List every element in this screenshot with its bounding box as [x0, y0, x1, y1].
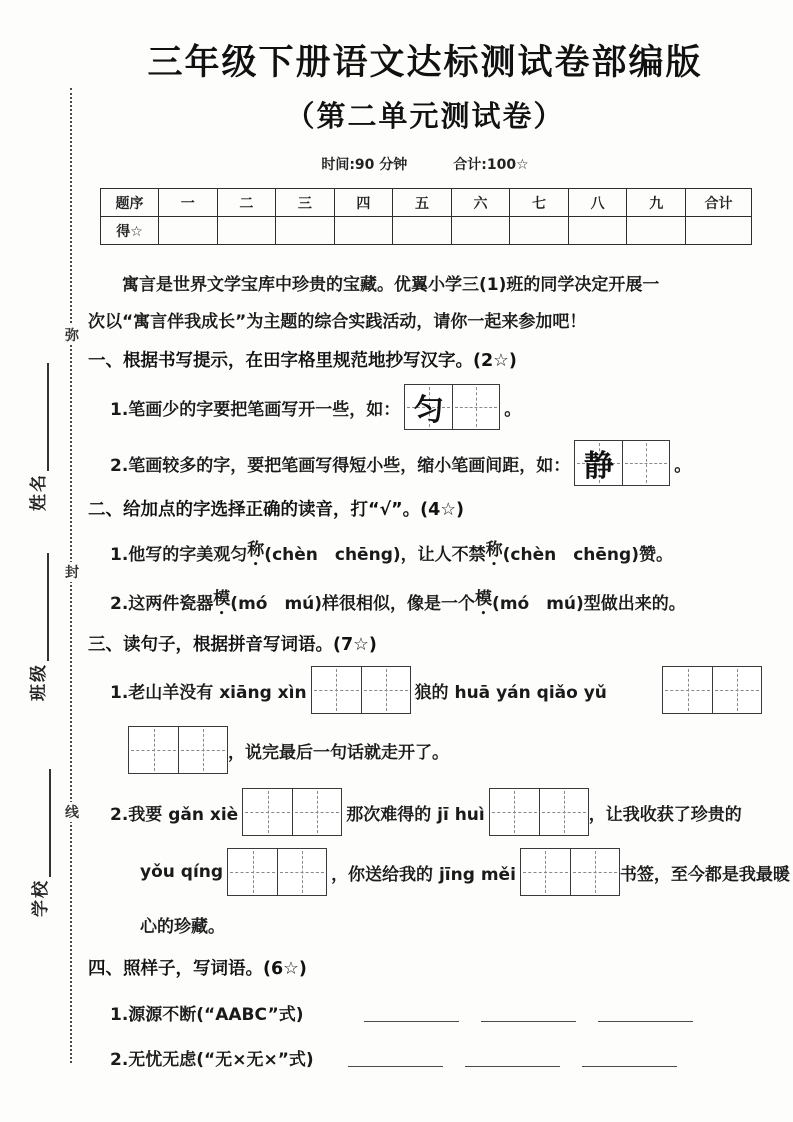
tianzige-cell[interactable] — [243, 789, 292, 835]
tianzige-cell[interactable] — [312, 667, 361, 713]
section2-heading: 二、给加点的字选择正确的读音，打“√”。(4☆) — [88, 500, 465, 520]
score-header-cell: 一 — [159, 189, 218, 217]
main-content — [88, 0, 790, 1070]
section2-item2-text: (mó mú)型做出来的。 — [492, 594, 686, 614]
class-field — [27, 537, 49, 717]
score-cell[interactable] — [393, 217, 452, 245]
score-table-header-row — [101, 189, 752, 217]
answer-blank[interactable] — [348, 1048, 443, 1067]
score-cell[interactable] — [217, 217, 276, 245]
class-label: 班级 — [29, 663, 49, 701]
section3-item1-text: 狼的 huā yán qiǎo yǔ — [414, 682, 607, 703]
score-header-cell: 七 — [510, 189, 569, 217]
section2-item2-text: (mó mú)样很相似，像是一个 — [230, 594, 476, 614]
intro-line-1: 寓言是世界文学宝库中珍贵的宝藏。优翼小学三(1)班的同学决定开展一 — [122, 275, 660, 295]
exam-total-score: 合计:100☆ — [453, 157, 529, 173]
section1-item2-period: 。 — [674, 455, 692, 476]
section2-item1-text: (chèn chēng)，让人不禁 — [264, 545, 486, 565]
section2-item1 — [110, 535, 762, 570]
section1-item2-text: 2.笔画较多的字，要把笔画写得短小些，缩小笔画间距，如： — [110, 455, 571, 476]
answer-blank[interactable] — [481, 1003, 576, 1022]
score-header-cell: 四 — [334, 189, 393, 217]
section3-item2-text: yǒu qíng — [140, 862, 224, 882]
tianzige-cell[interactable] — [405, 385, 452, 429]
section3-item2-text: 心的珍藏。 — [140, 917, 225, 937]
section3-item2-text: 2.我要 gǎn xiè — [110, 804, 239, 825]
page-title: 三年级下册语文达标测试卷部编版 — [147, 43, 703, 83]
score-header-cell: 二 — [217, 189, 276, 217]
seal-char-xian: 线 — [61, 802, 83, 822]
tianzige-cell[interactable] — [570, 849, 619, 895]
tianzige-cell[interactable] — [178, 727, 227, 773]
tianzige-cell[interactable] — [361, 667, 410, 713]
answer-tianzige-box[interactable] — [128, 726, 228, 774]
answer-blank[interactable] — [598, 1003, 693, 1022]
tianzige-cell[interactable] — [539, 789, 588, 835]
dotted-character: 称 — [485, 540, 503, 560]
score-header-cell: 题序 — [101, 189, 159, 217]
section2-item2 — [110, 584, 762, 619]
tianzige-cell[interactable] — [129, 727, 178, 773]
section4-item2-label: 2.无忧无虑(“无×无×”式) — [110, 1050, 314, 1070]
section1-item2 — [110, 440, 762, 486]
answer-tianzige-box[interactable] — [242, 788, 342, 836]
school-blank-line[interactable] — [48, 769, 51, 877]
score-cell[interactable] — [276, 217, 335, 245]
model-character: 静 — [583, 449, 614, 484]
exam-meta — [88, 154, 762, 174]
tianzige-cell[interactable] — [663, 667, 712, 713]
section3-item1-line1 — [110, 666, 762, 714]
score-header-cell: 五 — [393, 189, 452, 217]
tianzige-box[interactable] — [404, 384, 500, 430]
score-cell[interactable] — [334, 217, 393, 245]
section4-item1-label: 1.源源不断(“AABC”式) — [110, 1005, 304, 1025]
score-row-label: 得☆ — [101, 217, 159, 245]
section3-heading: 三、读句子，根据拼音写词语。(7☆) — [88, 635, 377, 655]
score-header-cell: 合计 — [686, 189, 752, 217]
section3-item2-line2 — [140, 848, 790, 896]
section3-item2-line3 — [140, 912, 762, 937]
score-cell[interactable] — [159, 217, 218, 245]
school-field — [29, 753, 51, 933]
section3-item2-line1 — [110, 788, 762, 836]
section4-heading: 四、照样子，写词语。(6☆) — [88, 959, 307, 979]
section1-item1 — [110, 384, 762, 430]
answer-blank[interactable] — [582, 1048, 677, 1067]
answer-tianzige-box[interactable] — [520, 848, 620, 896]
section4-item1 — [110, 1000, 762, 1025]
seal-char-feng: 封 — [61, 562, 83, 582]
score-table — [100, 188, 752, 245]
section2-item2-text: 2.这两件瓷器 — [110, 594, 214, 614]
answer-tianzige-box[interactable] — [227, 848, 327, 896]
section3-item2-text: ，你送给我的 jīng měi — [331, 864, 516, 885]
intro-paragraph — [88, 267, 762, 341]
score-header-cell: 八 — [568, 189, 627, 217]
answer-blank[interactable] — [364, 1003, 459, 1022]
score-cell[interactable] — [627, 217, 686, 245]
answer-tianzige-box[interactable] — [662, 666, 762, 714]
name-label: 姓名 — [29, 473, 49, 511]
tianzige-cell[interactable] — [490, 789, 539, 835]
tianzige-cell[interactable] — [521, 849, 570, 895]
dotted-character: 称 — [247, 540, 265, 560]
score-header-cell: 九 — [627, 189, 686, 217]
answer-tianzige-box[interactable] — [311, 666, 411, 714]
dotted-character: 模 — [475, 589, 493, 609]
score-cell[interactable] — [451, 217, 510, 245]
tianzige-cell[interactable] — [622, 441, 669, 485]
name-field — [27, 347, 49, 527]
class-blank-line[interactable] — [46, 553, 49, 661]
answer-tianzige-box[interactable] — [489, 788, 589, 836]
section3-item2-text: 书签，至今都是我最暖 — [619, 864, 790, 885]
section3-item1-line2 — [128, 726, 762, 774]
section1-heading: 一、根据书写提示，在田字格里规范地抄写汉字。(2☆) — [88, 351, 517, 371]
section3-item1-text: 1.老山羊没有 xiāng xìn — [110, 682, 307, 703]
tianzige-cell[interactable] — [277, 849, 326, 895]
section2-item1-text: 1.他写的字美观匀 — [110, 545, 248, 565]
section1-item1-period: 。 — [504, 399, 522, 420]
seal-char-mi: 弥 — [61, 325, 83, 345]
section3-item2-text: 那次难得的 jī huì — [346, 804, 485, 825]
dotted-character: 模 — [213, 589, 231, 609]
school-label: 学校 — [31, 879, 51, 917]
tianzige-cell[interactable] — [452, 385, 499, 429]
tianzige-box[interactable] — [574, 440, 670, 486]
name-blank-line[interactable] — [46, 363, 49, 471]
score-cell[interactable] — [686, 217, 752, 245]
section3-item2-text: ，让我收获了珍贵的 — [588, 804, 742, 825]
section3-item1-text: ，说完最后一句话就走开了。 — [228, 742, 449, 763]
score-cell[interactable] — [568, 217, 627, 245]
score-table-score-row — [101, 217, 752, 245]
answer-blank[interactable] — [465, 1048, 560, 1067]
tianzige-cell[interactable] — [292, 789, 341, 835]
tianzige-cell[interactable] — [575, 441, 622, 485]
score-cell[interactable] — [510, 217, 569, 245]
exam-time: 时间:90 分钟 — [321, 157, 408, 173]
section2-item1-text: (chèn chēng)赞。 — [502, 545, 673, 565]
score-header-cell: 六 — [451, 189, 510, 217]
page-subtitle: （第二单元测试卷） — [285, 99, 565, 133]
tianzige-cell[interactable] — [228, 849, 277, 895]
section1-item1-text: 1.笔画少的字要把笔画写开一些，如： — [110, 399, 401, 420]
score-header-cell: 三 — [276, 189, 335, 217]
section4-item2 — [110, 1045, 762, 1070]
intro-line-2: 次以“寓言伴我成长”为主题的综合实践活动，请你一起来参加吧！ — [88, 312, 587, 332]
model-character: 匀 — [413, 393, 444, 428]
tianzige-cell[interactable] — [712, 667, 761, 713]
